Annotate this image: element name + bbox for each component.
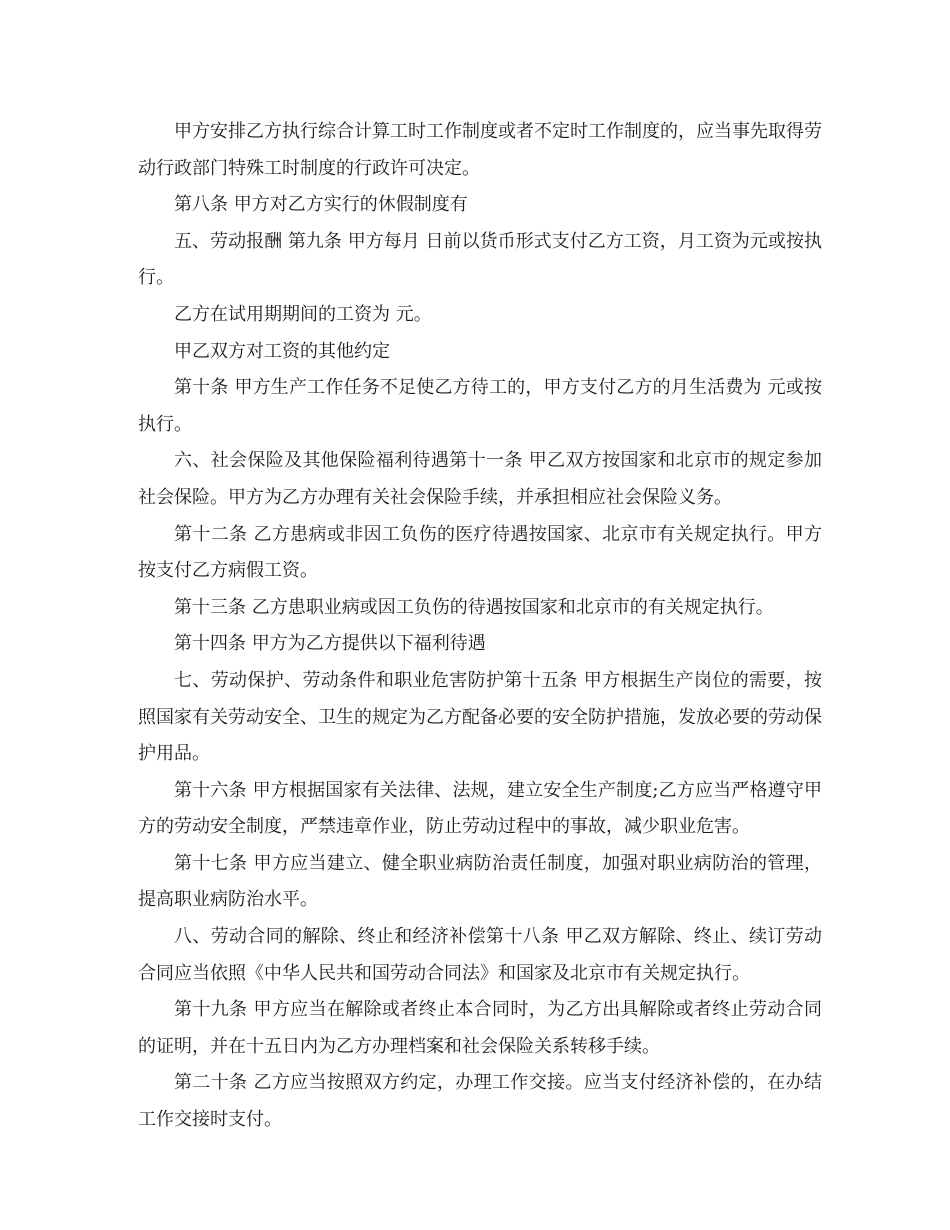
paragraph-11: 七、劳动保护、劳动条件和职业危害防护第十五条 甲方根据生产岗位的需要，按照国家有关劳动安全、卫生的规定为乙方配备必要的安全防护措施，发放必要的劳动保护用品。 xyxy=(138,669,822,765)
paragraph-9: 第十三条 乙方患职业病或因工负伤的待遇按国家和北京市的有关规定执行。 xyxy=(174,596,774,618)
document-body xyxy=(138,114,822,1139)
paragraph-7: 六、社会保险及其他保险福利待遇第十一条 甲乙双方按国家和北京市的规定参加社会保险。甲方为乙方办理有关社会保险手续，并承担相应社会保险义务。 xyxy=(138,450,822,508)
paragraph-8: 第十二条 乙方患病或非因工负伤的医疗待遇按国家、北京市有关规定执行。甲方按支付乙方病假工资。 xyxy=(138,523,822,582)
paragraph-2: 第八条 甲方对乙方实行的休假制度有 xyxy=(174,194,468,216)
paragraph-14: 八、劳动合同的解除、终止和经济补偿第十八条 甲乙双方解除、终止、续订劳动合同应当依照《中华人民共和国劳动合同法》和国家及北京市有关规定执行。 xyxy=(138,926,822,984)
paragraph-13: 第十七条 甲方应当建立、健全职业病防治责任制度，加强对职业病防治的管理，提高职业病防治水平。 xyxy=(138,852,822,911)
paragraph-10: 第十四条 甲方为乙方提供以下福利待遇 xyxy=(174,633,486,655)
paragraph-15: 第十九条 甲方应当在解除或者终止本合同时，为乙方出具解除或者终止劳动合同的证明，并在十五日内为乙方办理档案和社会保险关系转移手续。 xyxy=(138,999,822,1057)
paragraph-3: 五、劳动报酬 第九条 甲方每月 日前以货币形式支付乙方工资，月工资为元或按执行。 xyxy=(138,230,822,289)
paragraph-5: 甲乙双方对工资的其他约定 xyxy=(174,340,390,362)
paragraph-12: 第十六条 甲方根据国家有关法律、法规，建立安全生产制度;乙方应当严格遵守甲方的劳动安全制度，严禁违章作业，防止劳动过程中的事故，减少职业危害。 xyxy=(138,779,822,838)
paragraph-6: 第十条 甲方生产工作任务不足使乙方待工的，甲方支付乙方的月生活费为 元或按执行。 xyxy=(138,377,822,435)
paragraph-16: 第二十条 乙方应当按照双方约定，办理工作交接。应当支付经济补偿的，在办结工作交接时支付。 xyxy=(138,1072,822,1131)
paragraph-1: 甲方安排乙方执行综合计算工时工作制度或者不定时工作制度的，应当事先取得劳动行政部门特殊工时制度的行政许可决定。 xyxy=(138,121,822,179)
paragraph-4: 乙方在试用期期间的工资为 元。 xyxy=(174,303,432,325)
